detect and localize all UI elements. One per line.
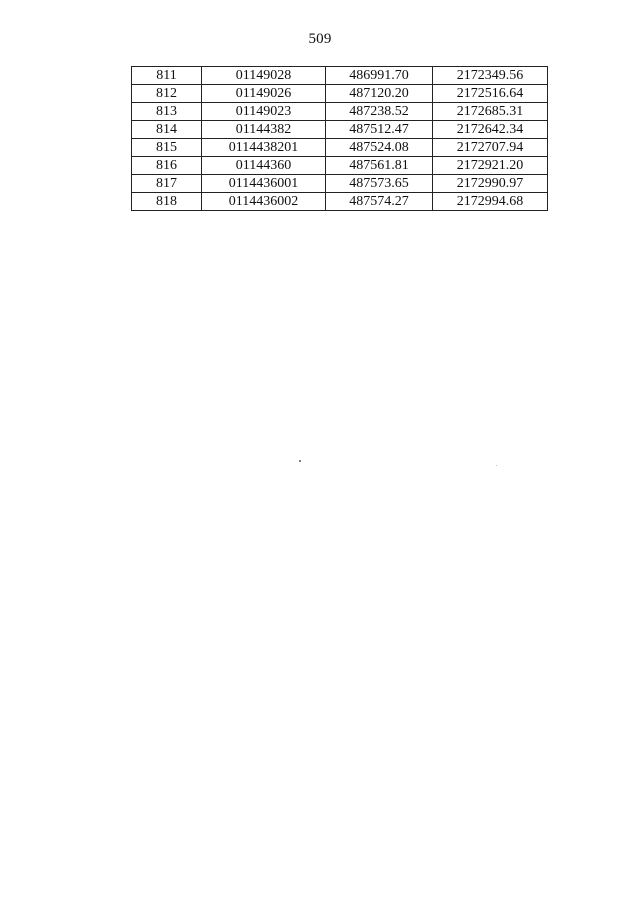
x-coordinate-cell: 486991.70	[326, 67, 433, 85]
parcel-code-cell: 01149023	[202, 103, 326, 121]
point-number-cell: 811	[132, 67, 202, 85]
point-number-cell: 816	[132, 157, 202, 175]
y-coordinate-cell: 2172707.94	[433, 139, 548, 157]
point-number-cell: 814	[132, 121, 202, 139]
y-coordinate-cell: 2172349.56	[433, 67, 548, 85]
x-coordinate-cell: 487573.65	[326, 175, 433, 193]
parcel-code-cell: 01144360	[202, 157, 326, 175]
scan-speck	[299, 460, 301, 462]
point-number-cell: 817	[132, 175, 202, 193]
table-row	[132, 103, 548, 121]
x-coordinate-cell: 487238.52	[326, 103, 433, 121]
parcel-code-cell: 0114436002	[202, 193, 326, 211]
y-coordinate-cell: 2172990.97	[433, 175, 548, 193]
parcel-code-cell: 0114438201	[202, 139, 326, 157]
point-number-cell: 815	[132, 139, 202, 157]
parcel-code-cell: 01149028	[202, 67, 326, 85]
table-row	[132, 121, 548, 139]
point-number-cell: 818	[132, 193, 202, 211]
x-coordinate-cell: 487120.20	[326, 85, 433, 103]
coordinates-table	[131, 66, 548, 211]
table-row	[132, 67, 548, 85]
point-number-cell: 813	[132, 103, 202, 121]
table-row	[132, 175, 548, 193]
table-row	[132, 85, 548, 103]
parcel-code-cell: 0114436001	[202, 175, 326, 193]
y-coordinate-cell: 2172994.68	[433, 193, 548, 211]
y-coordinate-cell: 2172516.64	[433, 85, 548, 103]
x-coordinate-cell: 487524.08	[326, 139, 433, 157]
table-row	[132, 193, 548, 211]
table-row	[132, 139, 548, 157]
y-coordinate-cell: 2172642.34	[433, 121, 548, 139]
x-coordinate-cell: 487561.81	[326, 157, 433, 175]
page-number: 509	[308, 31, 332, 47]
point-number-cell: 812	[132, 85, 202, 103]
parcel-code-cell: 01149026	[202, 85, 326, 103]
x-coordinate-cell: 487512.47	[326, 121, 433, 139]
y-coordinate-cell: 2172921.20	[433, 157, 548, 175]
y-coordinate-cell: 2172685.31	[433, 103, 548, 121]
x-coordinate-cell: 487574.27	[326, 193, 433, 211]
parcel-code-cell: 01144382	[202, 121, 326, 139]
scan-speck	[496, 465, 497, 466]
table-row	[132, 157, 548, 175]
